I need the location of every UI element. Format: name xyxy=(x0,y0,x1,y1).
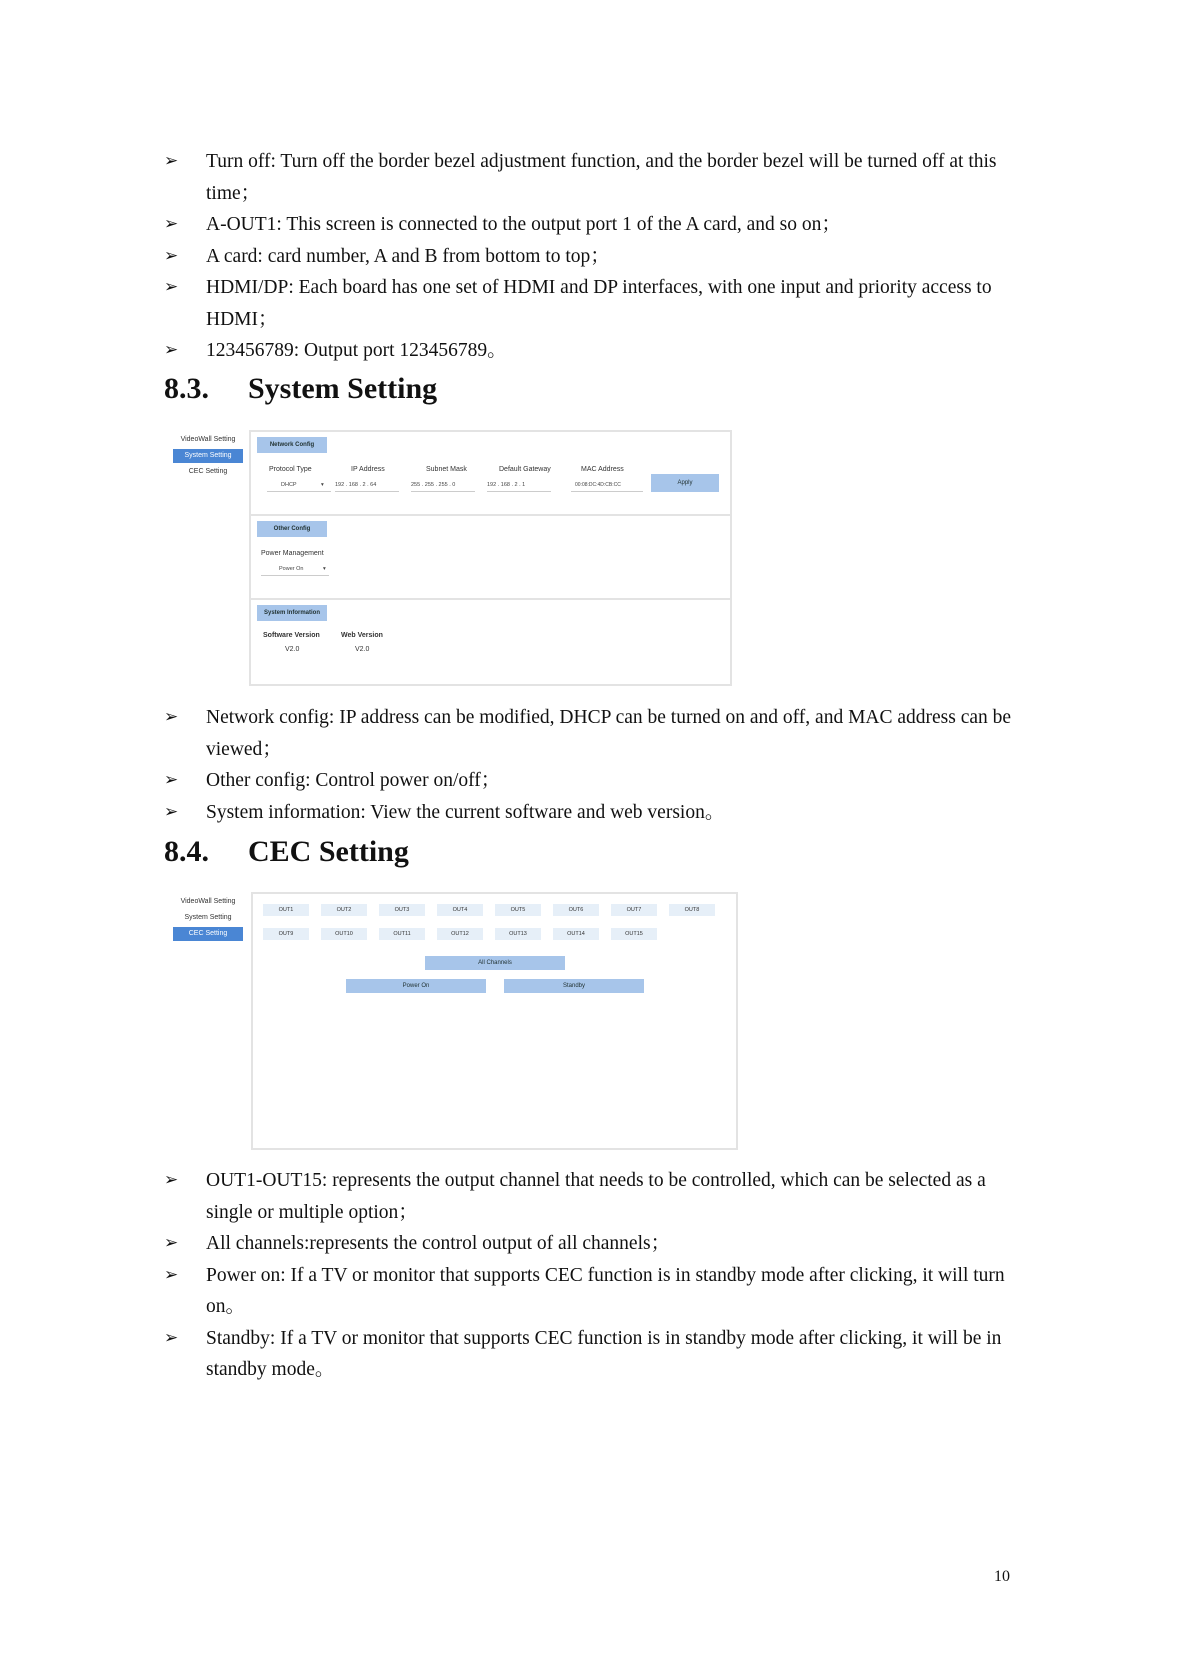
list-item xyxy=(164,702,1034,765)
bullet-list-system xyxy=(164,702,1034,828)
bullet-list-top xyxy=(164,146,1034,367)
out-chip-out5[interactable]: OUT5 xyxy=(495,904,541,916)
web-version-label: Web Version xyxy=(341,632,383,639)
all-channels-button[interactable]: All Channels xyxy=(425,956,565,970)
out-chip-out14[interactable]: OUT14 xyxy=(553,928,599,940)
nav-item-system-setting[interactable]: System Setting xyxy=(173,449,243,463)
software-version-value: V2.0 xyxy=(285,646,300,653)
list-item xyxy=(164,765,1034,797)
standby-button[interactable]: Standby xyxy=(504,979,644,993)
list-item-text: Network config: IP address can be modified, DHCP can be turned on and off, and MAC address can be viewed； xyxy=(206,707,1012,760)
nav-item-cec-setting[interactable]: CEC Setting xyxy=(173,927,243,941)
cec-panel xyxy=(251,892,738,1150)
section-number: 8.4. xyxy=(164,835,209,868)
out-chip-out7[interactable]: OUT7 xyxy=(611,904,657,916)
list-item xyxy=(164,1323,1034,1386)
list-item-text: 123456789: Output port 123456789。 xyxy=(206,340,507,361)
ip-address-label: IP Address xyxy=(351,466,385,473)
nav-item-system-setting[interactable]: System Setting xyxy=(184,914,232,921)
list-item xyxy=(164,209,1034,241)
arrowhead-bullet-icon: ➢ xyxy=(164,277,179,297)
power-on-button[interactable]: Power On xyxy=(346,979,486,993)
arrowhead-bullet-icon: ➢ xyxy=(164,245,179,266)
apply-button[interactable]: Apply xyxy=(651,474,719,492)
page-number: 10 xyxy=(994,1568,1010,1585)
list-item-text: All channels:represents the control output of all channels； xyxy=(206,1233,671,1254)
ip-address-input[interactable]: 192 . 168 . 2 . 64 xyxy=(335,482,377,488)
out-chip-out6[interactable]: OUT6 xyxy=(553,904,599,916)
bullet-list-cec xyxy=(164,1165,1034,1386)
list-item xyxy=(164,335,1034,367)
arrowhead-bullet-icon: ➢ xyxy=(164,1233,179,1253)
list-item-text: OUT1-OUT15: represents the output channel that needs to be controlled, which can be selected as a single or multiple option； xyxy=(206,1170,986,1223)
out-chip-out9[interactable]: OUT9 xyxy=(263,928,309,940)
list-item-text: Turn off: Turn off the border bezel adjustment function, and the border bezel will be turned off at this time； xyxy=(206,151,997,204)
default-gateway-label: Default Gateway xyxy=(499,466,551,473)
out-chip-out8[interactable]: OUT8 xyxy=(669,904,715,916)
chevron-down-icon[interactable]: ▾ xyxy=(321,482,324,488)
arrowhead-bullet-icon: ➢ xyxy=(164,770,179,790)
default-gateway-input[interactable]: 192 . 168 . 2 . 1 xyxy=(487,482,526,488)
system-information-panel xyxy=(249,598,732,686)
subnet-mask-input[interactable]: 255 . 255 . 255 . 0 xyxy=(411,482,456,488)
arrowhead-bullet-icon: ➢ xyxy=(164,1327,179,1348)
out-chip-out11[interactable]: OUT11 xyxy=(379,928,425,940)
out-chip-out13[interactable]: OUT13 xyxy=(495,928,541,940)
mac-address-value: 00:08:DC:4D:CB:CC xyxy=(575,482,621,488)
list-item-text: Power on: If a TV or monitor that supports CEC function is in standby mode after clicking, it will turn on。 xyxy=(206,1264,1005,1317)
list-item-text: A-OUT1: This screen is connected to the output port 1 of the A card, and so on； xyxy=(206,214,841,235)
out-chip-out1[interactable]: OUT1 xyxy=(263,904,309,916)
list-item xyxy=(164,1165,1034,1228)
list-item xyxy=(164,241,1034,273)
list-item-text: Standby: If a TV or monitor that supports CEC function is in standby mode after clicking, it will be in standby mode。 xyxy=(206,1327,1002,1380)
other-config-panel xyxy=(249,514,732,600)
out-chip-out12[interactable]: OUT12 xyxy=(437,928,483,940)
arrowhead-bullet-icon: ➢ xyxy=(164,214,179,234)
web-version-value: V2.0 xyxy=(355,646,370,653)
arrowhead-bullet-icon: ➢ xyxy=(164,151,179,171)
out-chip-out10[interactable]: OUT10 xyxy=(321,928,367,940)
other-config-chip: Other Config xyxy=(257,521,327,537)
list-item-text: HDMI/DP: Each board has one set of HDMI and DP interfaces, with one input and priority access to HDMI； xyxy=(206,277,992,330)
mac-address-label: MAC Address xyxy=(581,466,624,473)
nav-item-cec-setting[interactable]: CEC Setting xyxy=(188,468,228,475)
out-chip-out15[interactable]: OUT15 xyxy=(611,928,657,940)
list-item-text: System information: View the current software and web version。 xyxy=(206,801,725,823)
out-chip-out4[interactable]: OUT4 xyxy=(437,904,483,916)
section-heading-cec-setting xyxy=(164,834,409,870)
system-setting-screenshot xyxy=(173,430,733,686)
list-item xyxy=(164,1228,1034,1260)
list-item xyxy=(164,1260,1034,1323)
system-information-chip: System Information xyxy=(257,605,327,621)
section-title: CEC Setting xyxy=(248,835,409,868)
out-chip-out3[interactable]: OUT3 xyxy=(379,904,425,916)
nav-item-videowall-setting[interactable]: VideoWall Setting xyxy=(180,436,236,443)
out-chip-out2[interactable]: OUT2 xyxy=(321,904,367,916)
chevron-down-icon[interactable]: ▾ xyxy=(323,566,326,572)
power-management-select[interactable]: Power On xyxy=(279,566,304,572)
network-config-panel xyxy=(249,430,732,516)
arrowhead-bullet-icon: ➢ xyxy=(164,1170,179,1190)
section-title: System Setting xyxy=(248,372,438,405)
section-heading-system-setting xyxy=(164,371,437,407)
arrowhead-bullet-icon: ➢ xyxy=(164,1264,179,1285)
list-item xyxy=(164,797,1034,829)
nav-item-videowall-setting[interactable]: VideoWall Setting xyxy=(180,898,236,905)
list-item-text: A card: card number, A and B from bottom to top； xyxy=(206,245,610,267)
protocol-type-label: Protocol Type xyxy=(269,466,312,473)
section-number: 8.3. xyxy=(164,372,209,405)
subnet-mask-label: Subnet Mask xyxy=(426,466,467,473)
software-version-label: Software Version xyxy=(263,632,320,639)
cec-setting-screenshot xyxy=(173,892,738,1150)
list-item xyxy=(164,146,1034,209)
list-item xyxy=(164,272,1034,335)
protocol-type-select[interactable]: DHCP xyxy=(281,482,297,488)
arrowhead-bullet-icon: ➢ xyxy=(164,340,179,360)
network-config-chip: Network Config xyxy=(257,437,327,453)
arrowhead-bullet-icon: ➢ xyxy=(164,707,179,727)
settings-nav xyxy=(173,433,243,481)
settings-nav xyxy=(173,895,243,943)
list-item-text: Other config: Control power on/off； xyxy=(206,770,501,791)
power-management-label: Power Management xyxy=(261,550,324,557)
arrowhead-bullet-icon: ➢ xyxy=(164,801,179,822)
